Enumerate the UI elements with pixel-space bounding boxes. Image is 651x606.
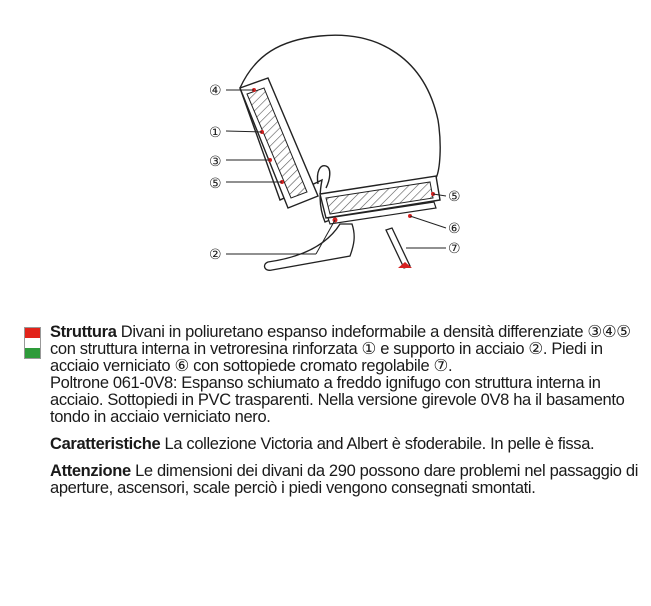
italian-flag-icon [24,327,41,359]
struttura-text: Divani in poliuretano espanso indeformabile a densità differenziate ③④⑤ con struttura interna in vetroresina rinforzata ① e supporto in acciaio ②. Piedi in acciaio verniciato ⑥ con sottopiede cromato regolabile ⑦. [50,323,631,375]
armrest-hook [317,166,329,188]
callout-3: ③ [209,154,222,170]
callout-2: ② [209,247,222,263]
attenzione-text: Le dimensioni dei divani da 290 possono dare problemi nel passaggio di aperture, ascensori, scale perciò i piedi vengono consegnati smontati. [50,462,639,497]
attenzione-label: Attenzione [50,462,131,480]
sofa-section-diagram [0,0,651,300]
caratteristiche-paragraph [50,436,640,453]
struttura-label: Struttura [50,323,117,341]
attenzione-paragraph [50,463,640,497]
flag-red-band [25,328,40,338]
callout-6: ⑥ [448,221,461,237]
callout-1: ① [209,125,222,141]
callout-7: ⑦ [448,241,461,257]
struttura-paragraph [50,324,640,375]
callout-4: ④ [209,83,222,99]
caratteristiche-text: La collezione Victoria and Albert è sfoderabile. In pelle è fissa. [160,435,595,453]
poltrone-paragraph: Poltrone 061-0V8: Espanso schiumato a freddo ignifugo con struttura interna in acciaio. Sottopiedi in PVC trasparenti. Nella versione girevole 0V8 ha il basamento tondo in acciaio verniciato nero. [50,374,625,426]
flag-white-band [25,338,40,348]
description-block [50,324,640,507]
callout-5-right: ⑤ [448,189,461,205]
caratteristiche-label: Caratteristiche [50,435,161,453]
callout-5-left: ⑤ [209,176,222,192]
front-leg [265,224,355,270]
flag-green-band [25,348,40,358]
